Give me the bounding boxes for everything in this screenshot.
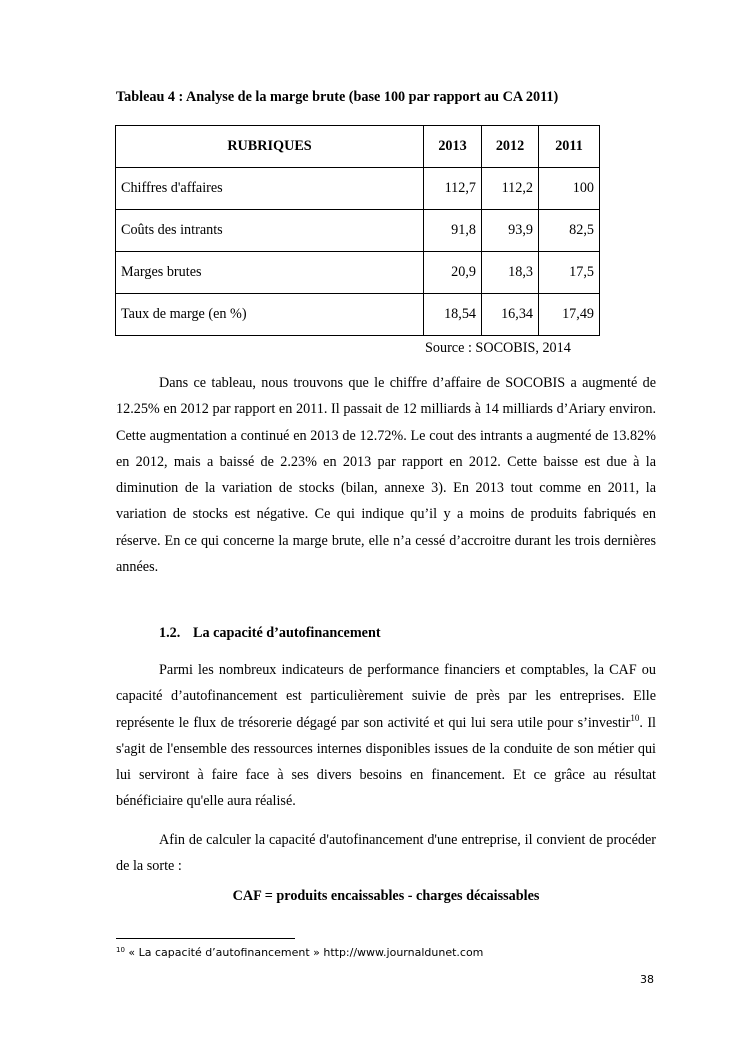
- column-header-2013: 2013: [424, 126, 482, 168]
- caf-definition-text: Parmi les nombreux indicateurs de performance financiers et comptables, la CAF ou capacité d’autofinancement est particulièrement suivie de près par les entreprises. Elle représente le flux de trésorerie dégagé par son activité et qui lui sera utile pour s’investir: [116, 662, 656, 731]
- row-label: Chiffres d'affaires: [116, 168, 424, 210]
- section-heading: [159, 625, 381, 642]
- footnote-reference: 10: [630, 712, 640, 723]
- cell-2012: 112,2: [482, 168, 539, 210]
- cell-2011: 17,49: [539, 294, 600, 336]
- cell-2011: 100: [539, 168, 600, 210]
- cell-2013: 20,9: [424, 252, 482, 294]
- caf-definition-text-continued: . Il s'agit de l'ensemble des ressources internes disponibles issues de la conduite de son métier qui lui serviront à faire face à ses divers besoins en financement. Et ce grâce au résultat bénéficiaire qu'elle aura réalisé.: [116, 714, 656, 810]
- row-label: Taux de marge (en %): [116, 294, 424, 336]
- table-row: [116, 168, 600, 210]
- page-number: 38: [640, 973, 654, 986]
- footnote-separator: [116, 938, 295, 939]
- column-header-2011: 2011: [539, 126, 600, 168]
- caf-definition-paragraph: [116, 657, 656, 815]
- table-row: [116, 210, 600, 252]
- cell-2013: 112,7: [424, 168, 482, 210]
- cell-2013: 91,8: [424, 210, 482, 252]
- cell-2012: 93,9: [482, 210, 539, 252]
- cell-2011: 82,5: [539, 210, 600, 252]
- row-label: Marges brutes: [116, 252, 424, 294]
- footnote: [116, 946, 483, 959]
- column-header-2012: 2012: [482, 126, 539, 168]
- caf-calculation-paragraph: Afin de calculer la capacité d'autofinancement d'une entreprise, il convient de procéder de la sorte :: [116, 832, 656, 875]
- table-caption: Tableau 4 : Analyse de la marge brute (base 100 par rapport au CA 2011): [116, 89, 559, 105]
- table-row: [116, 294, 600, 336]
- row-label: Coûts des intrants: [116, 210, 424, 252]
- cell-2012: 18,3: [482, 252, 539, 294]
- section-title: La capacité d’autofinancement: [193, 625, 381, 641]
- table-header-row: [116, 126, 600, 168]
- table-source: Source : SOCOBIS, 2014: [425, 340, 571, 356]
- analysis-paragraph: Dans ce tableau, nous trouvons que le chiffre d’affaire de SOCOBIS a augmenté de 12.25% en 2012 par rapport en 2011. Il passait de 12 milliards à 14 milliards d’Ariary environ. Cette augmentation a continué en 2013 de 12.72%. Le cout des intrants a augmenté de 13.82% en 2012, mais a baissé de 2.23% en 2013 par rapport en 2012. Cette baisse est due à la diminution de la variation de stocks (bilan, annexe 3). En 2013 tout comme en 2011, la variation de stocks est négative. Ce qui indique qu’il y a moins de produits fabriqués en réserve. En ce qui concerne la marge brute, elle n’a cessé d’accroitre durant les trois dernières années.: [116, 375, 656, 576]
- table-row: [116, 252, 600, 294]
- caf-formula: CAF = produits encaissables - charges décaissables: [232, 888, 540, 904]
- cell-2011: 17,5: [539, 252, 600, 294]
- margin-analysis-table: [115, 125, 600, 336]
- footnote-text: « La capacité d’autofinancement » http://www.journaldunet.com: [124, 946, 484, 959]
- cell-2013: 18,54: [424, 294, 482, 336]
- section-number: 1.2.: [159, 625, 181, 641]
- column-header-rubriques: RUBRIQUES: [116, 126, 424, 168]
- cell-2012: 16,34: [482, 294, 539, 336]
- footnote-number: 10: [116, 946, 125, 954]
